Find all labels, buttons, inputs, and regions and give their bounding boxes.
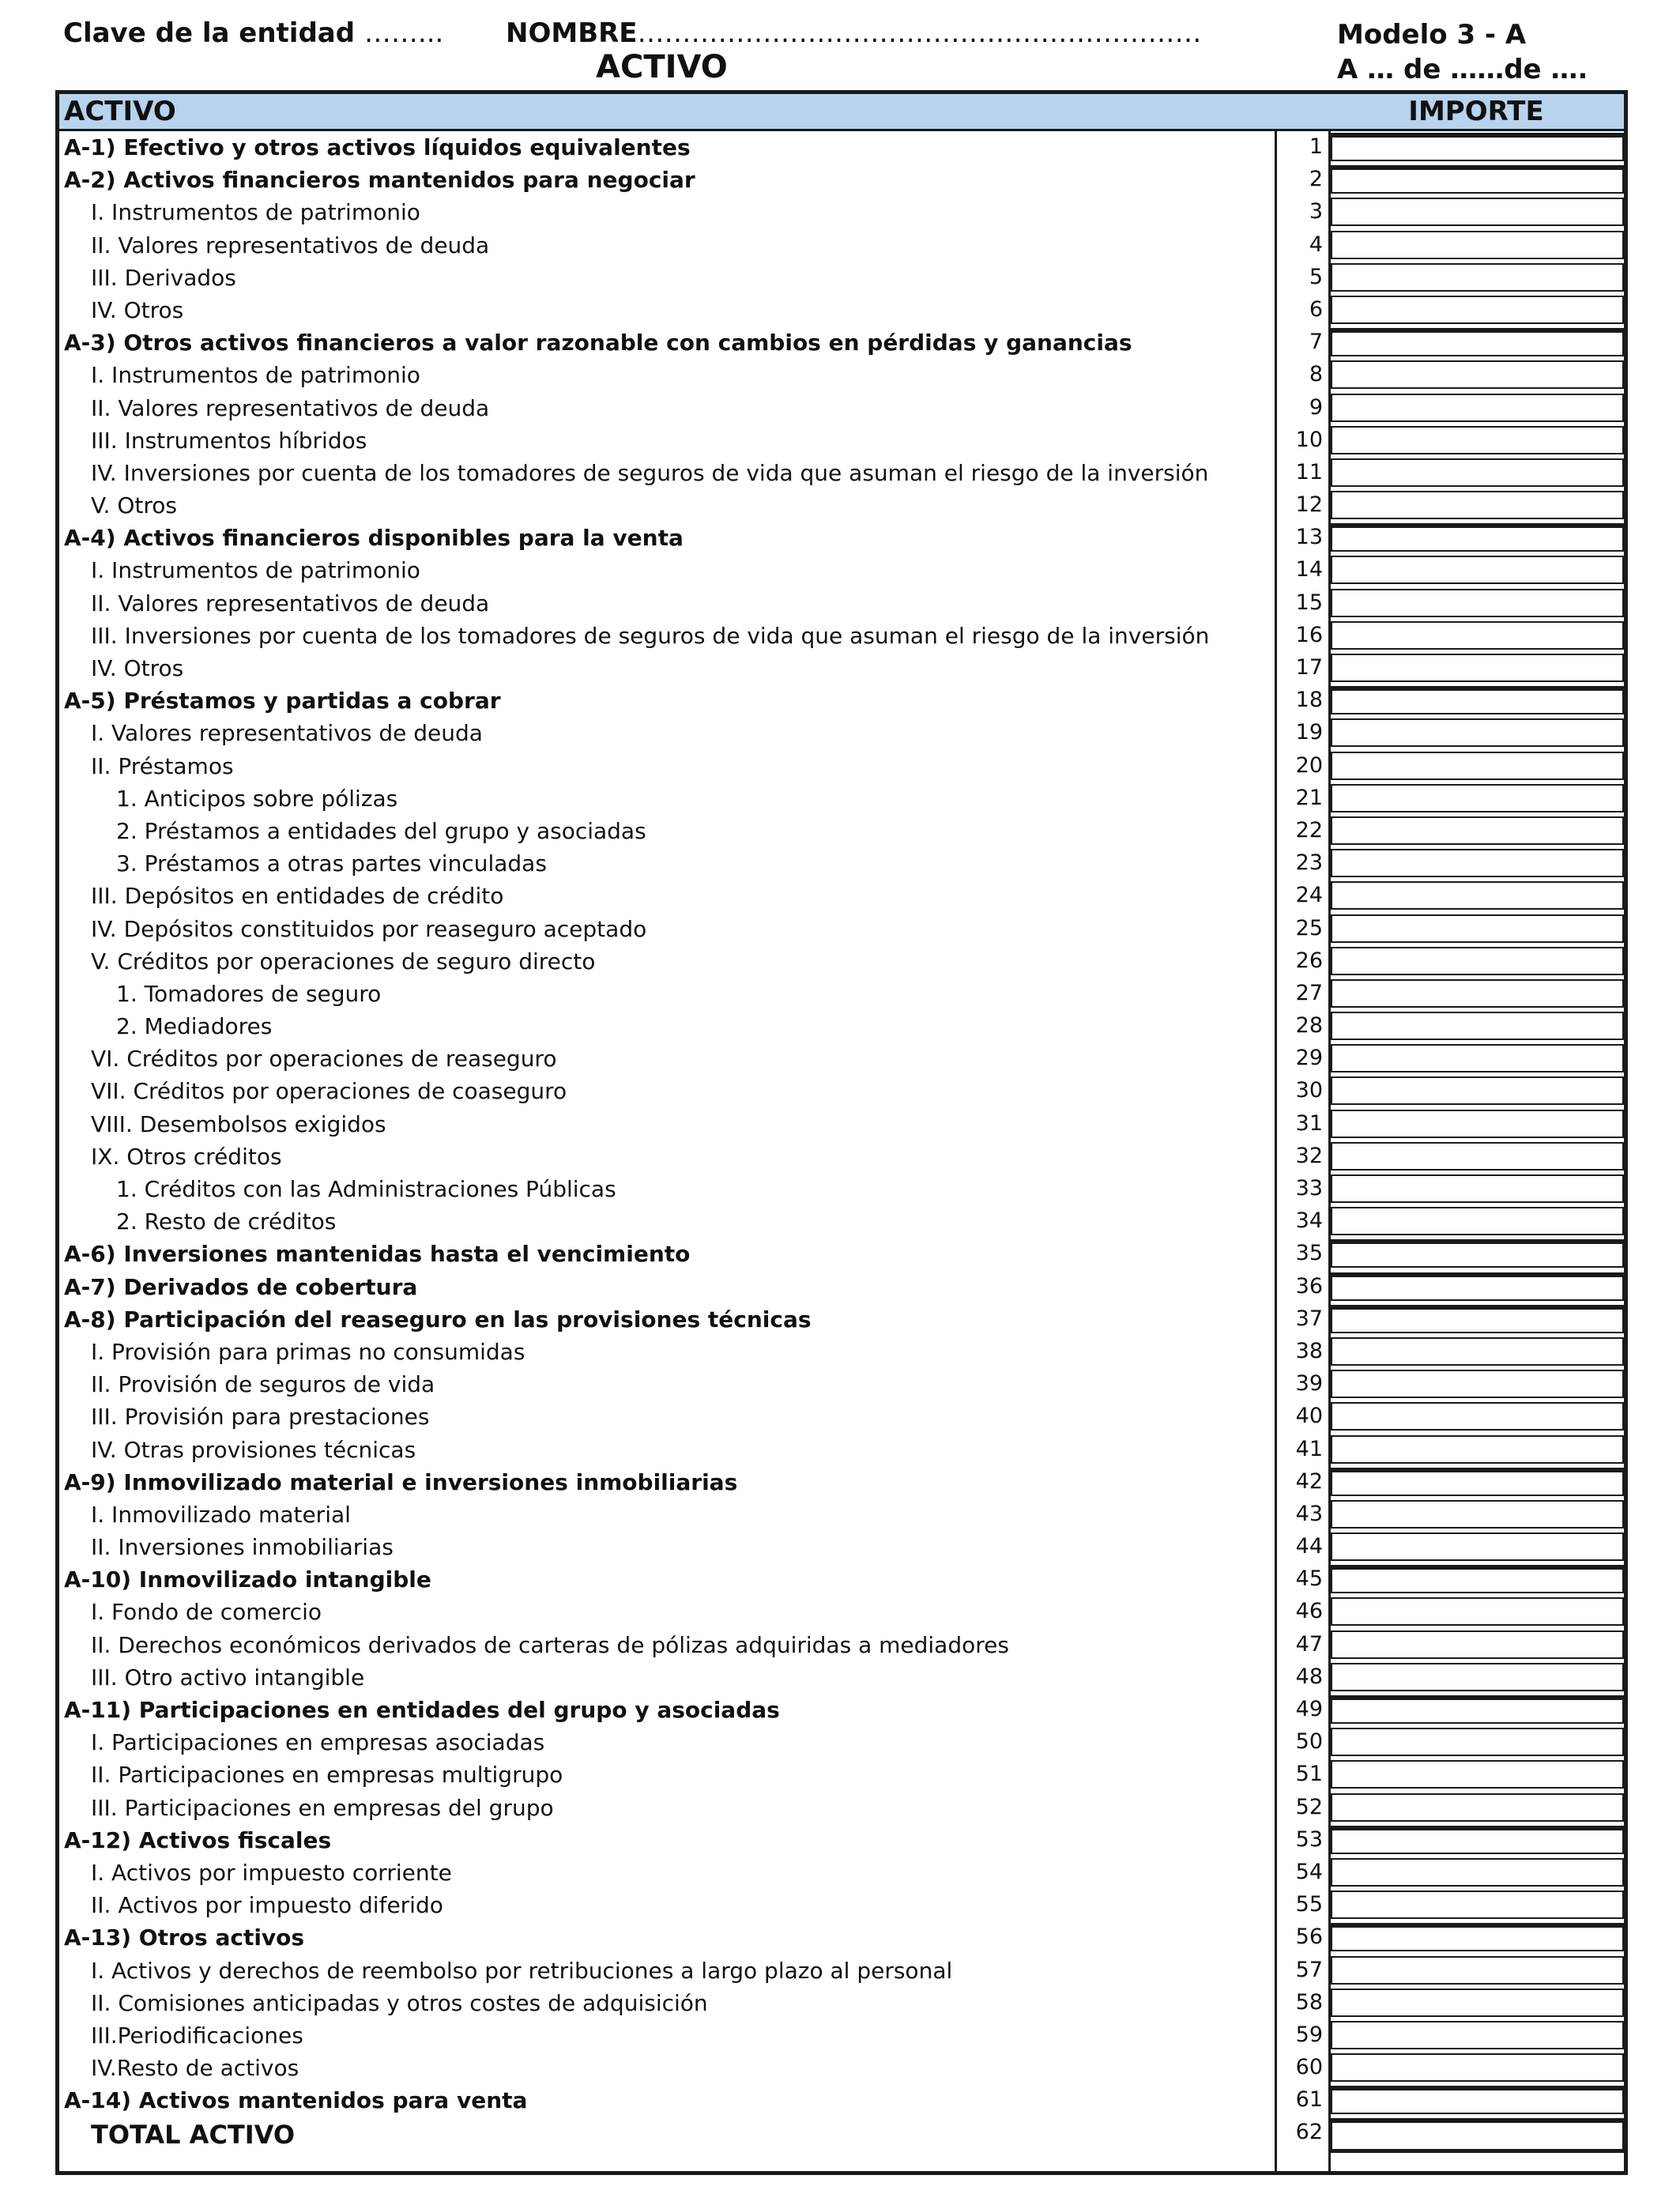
row-number: 19 [1295, 720, 1323, 745]
row-label: III. Provisión para prestaciones [91, 1404, 430, 1431]
row-label: 1. Créditos con las Administraciones Públicas [116, 1176, 616, 1202]
table-row [59, 1173, 1624, 1205]
row-label: III. Derivados [91, 264, 236, 291]
amount-input[interactable] [1331, 1728, 1624, 1756]
row-label: I. Activos por impuesto corriente [91, 1859, 452, 1886]
row-label: VII. Créditos por operaciones de coaseguro [91, 1078, 567, 1105]
row-number: 44 [1295, 1534, 1323, 1559]
row-number: 2 [1309, 167, 1323, 192]
table-row [59, 782, 1624, 815]
amount-input[interactable] [1331, 360, 1624, 389]
row-number: 23 [1295, 850, 1323, 876]
row-number: 22 [1295, 817, 1323, 843]
row-label: A-12) Activos fiscales [64, 1826, 332, 1853]
row-number: 16 [1295, 622, 1323, 647]
row-label: II. Inversiones inmobiliarias [91, 1534, 394, 1561]
amount-input[interactable] [1331, 523, 1624, 552]
amount-input[interactable] [1331, 1891, 1624, 1919]
amount-input[interactable] [1331, 1532, 1624, 1561]
row-number: 31 [1295, 1110, 1323, 1136]
row-label: A-13) Otros activos [64, 1924, 305, 1951]
amount-column-header: IMPORTE [1408, 96, 1544, 127]
amount-input[interactable] [1331, 1435, 1624, 1464]
amount-input[interactable] [1331, 1630, 1624, 1659]
table-row [59, 1042, 1624, 1075]
row-label: V. Créditos por operaciones de seguro directo [91, 948, 596, 974]
row-number: 24 [1295, 883, 1323, 908]
table-row [59, 1271, 1624, 1303]
amount-input[interactable] [1331, 1174, 1624, 1203]
row-label: II. Valores representativos de deuda [91, 232, 490, 258]
row-label: A-1) Efectivo y otros activos líquidos equivalentes [64, 134, 691, 160]
table-row [59, 587, 1624, 620]
table-row [59, 196, 1624, 228]
table-row [59, 2052, 1624, 2084]
table-row [59, 489, 1624, 522]
amount-input[interactable] [1331, 2053, 1624, 2082]
row-number: 4 [1309, 232, 1323, 257]
row-number: 6 [1309, 296, 1323, 322]
row-label: I. Participaciones en empresas asociadas [91, 1729, 545, 1756]
table-row [59, 1955, 1624, 1987]
row-label: I. Instrumentos de patrimonio [91, 557, 420, 584]
row-label: 3. Préstamos a otras partes vinculadas [116, 850, 547, 877]
amount-input[interactable] [1331, 1956, 1624, 1985]
row-number: 46 [1295, 1599, 1323, 1624]
row-number: 56 [1295, 1924, 1323, 1950]
row-number: 59 [1295, 2022, 1323, 2047]
page-title: ACTIVO [596, 49, 728, 85]
row-number: 32 [1295, 1143, 1323, 1168]
amount-input[interactable] [1331, 1305, 1624, 1333]
row-label: II. Provisión de seguros de vida [91, 1371, 435, 1398]
balance-sheet-table [55, 90, 1628, 2175]
row-number: 26 [1295, 948, 1323, 973]
row-number: 39 [1295, 1371, 1323, 1397]
row-number: 7 [1309, 330, 1323, 355]
row-label: IV.Resto de activos [91, 2055, 299, 2082]
row-number: 27 [1295, 980, 1323, 1005]
table-row [59, 620, 1624, 652]
row-label: 2. Mediadores [116, 1013, 273, 1040]
table-row [59, 392, 1624, 424]
table-row [59, 424, 1624, 457]
row-number: 18 [1295, 688, 1323, 713]
row-number: 41 [1295, 1436, 1323, 1461]
table-row [59, 684, 1624, 717]
row-number: 47 [1295, 1631, 1323, 1657]
model-number: Modelo 3 - A [1337, 19, 1527, 51]
table-row [59, 1629, 1624, 1661]
amount-input[interactable] [1331, 1793, 1624, 1822]
table-row [59, 1921, 1624, 1954]
table-row [59, 1661, 1624, 1694]
table-row [59, 880, 1624, 912]
amount-input[interactable] [1331, 816, 1624, 845]
table-row [59, 1108, 1624, 1140]
row-number: 60 [1295, 2055, 1323, 2080]
table-row [59, 717, 1624, 749]
table-row [59, 131, 1624, 164]
table-row [59, 1336, 1624, 1368]
table-row [59, 1368, 1624, 1400]
row-label: III. Participaciones en empresas del grupo [91, 1794, 554, 1821]
table-row [59, 1987, 1624, 2019]
table-row [59, 847, 1624, 880]
row-number: 17 [1295, 655, 1323, 680]
amount-input[interactable] [1331, 654, 1624, 682]
table-row [59, 2084, 1624, 2117]
table-row [59, 164, 1624, 196]
row-number: 50 [1295, 1729, 1323, 1755]
row-label: III. Depósitos en entidades de crédito [91, 883, 504, 910]
table-row [59, 1792, 1624, 1824]
row-label: II. Participaciones en empresas multigrupo [91, 1762, 563, 1789]
amount-input[interactable] [1331, 1076, 1624, 1105]
row-label: 2. Préstamos a entidades del grupo y asociadas [116, 817, 646, 844]
row-label: II. Valores representativos de deuda [91, 394, 490, 421]
row-number: 12 [1295, 492, 1323, 518]
amount-input[interactable] [1331, 752, 1624, 780]
row-number: 49 [1295, 1697, 1323, 1721]
table-row [59, 2117, 1624, 2158]
amount-input[interactable] [1331, 1044, 1624, 1072]
amount-input[interactable] [1331, 718, 1624, 747]
table-row [59, 522, 1624, 554]
row-number: 33 [1295, 1176, 1323, 1201]
row-label: I. Provisión para primas no consumidas [91, 1338, 525, 1365]
row-label: 1. Anticipos sobre pólizas [116, 785, 398, 812]
amount-input[interactable] [1331, 1012, 1624, 1040]
row-label: A-7) Derivados de cobertura [64, 1273, 418, 1300]
row-label: III. Instrumentos híbridos [91, 427, 367, 454]
table-row [59, 294, 1624, 326]
row-number: 35 [1295, 1241, 1323, 1266]
amount-input[interactable] [1331, 1468, 1624, 1496]
row-number: 13 [1295, 525, 1323, 550]
amount-input[interactable] [1331, 1826, 1624, 1854]
row-label: III. Otro activo intangible [91, 1664, 365, 1691]
row-number: 5 [1309, 264, 1323, 289]
amount-input[interactable] [1331, 881, 1624, 910]
table-row [59, 1824, 1624, 1857]
row-number: 28 [1295, 1013, 1323, 1039]
amount-input[interactable] [1331, 426, 1624, 454]
row-label: TOTAL ACTIVO [91, 2120, 296, 2151]
row-label: I. Fondo de comercio [91, 1599, 322, 1626]
entity-code-label: Clave de la entidad ……... [63, 17, 444, 49]
row-number: 30 [1295, 1078, 1323, 1103]
amount-input[interactable] [1331, 1110, 1624, 1138]
row-label: A-10) Inmovilizado intangible [64, 1566, 431, 1593]
table-row [59, 1694, 1624, 1726]
amount-input[interactable] [1331, 328, 1624, 356]
row-number: 53 [1295, 1826, 1323, 1852]
row-label: IV. Otros [91, 655, 184, 681]
row-number: 8 [1309, 362, 1323, 387]
row-number: 54 [1295, 1859, 1323, 1884]
amount-input[interactable] [1331, 458, 1624, 487]
amount-input[interactable] [1331, 1239, 1624, 1268]
table-row [59, 945, 1624, 978]
row-number: 1 [1309, 134, 1323, 159]
row-number: 10 [1295, 427, 1323, 452]
entity-code-field[interactable]: ……... [363, 17, 444, 49]
row-number: 37 [1295, 1306, 1323, 1331]
row-label: II. Préstamos [91, 752, 234, 779]
row-label: II. Activos por impuesto diferido [91, 1892, 443, 1919]
row-number: 43 [1295, 1501, 1323, 1526]
row-number: 62 [1295, 2120, 1323, 2145]
row-label: IX. Otros créditos [91, 1143, 282, 1170]
amount-input[interactable] [1331, 165, 1624, 194]
table-row [59, 1596, 1624, 1628]
table-row [59, 652, 1624, 684]
row-number: 34 [1295, 1208, 1323, 1234]
amount-input[interactable] [1331, 1597, 1624, 1626]
table-row [59, 1759, 1624, 1791]
amount-input[interactable] [1331, 589, 1624, 617]
row-number: 36 [1295, 1273, 1323, 1299]
concept-column-header: ACTIVO [64, 96, 176, 127]
amount-input[interactable] [1331, 1337, 1624, 1366]
row-label: I. Activos y derechos de reembolso por retribuciones a largo plazo al personal [91, 1957, 953, 1984]
table-row [59, 1726, 1624, 1759]
row-number: 42 [1295, 1468, 1323, 1494]
table-row [59, 1140, 1624, 1173]
amount-input[interactable] [1331, 2021, 1624, 2049]
table-row [59, 1563, 1624, 1596]
row-number: 14 [1295, 557, 1323, 582]
amount-input[interactable] [1331, 1565, 1624, 1593]
amount-input[interactable] [1331, 1989, 1624, 2017]
amount-input[interactable] [1331, 1695, 1624, 1724]
amount-input[interactable] [1331, 1923, 1624, 1951]
table-row [59, 750, 1624, 782]
amount-input[interactable] [1331, 686, 1624, 714]
table-rows [59, 131, 1624, 2158]
row-number: 20 [1295, 752, 1323, 778]
row-label: III.Periodificaciones [91, 2022, 303, 2049]
row-number: 48 [1295, 1664, 1323, 1689]
amount-input[interactable] [1331, 947, 1624, 975]
row-number: 40 [1295, 1404, 1323, 1429]
table-row [59, 1434, 1624, 1466]
row-number: 58 [1295, 1989, 1323, 2015]
table-row [59, 1531, 1624, 1563]
row-label: IV. Depósitos constituidos por reaseguro aceptado [91, 915, 647, 942]
table-row [59, 229, 1624, 262]
table-row [59, 1400, 1624, 1433]
row-label: I. Valores representativos de deuda [91, 720, 483, 747]
row-label: A-14) Activos mantenidos para venta [64, 2087, 528, 2114]
row-number: 55 [1295, 1892, 1323, 1917]
amount-input[interactable] [1331, 1402, 1624, 1431]
row-number: 3 [1309, 199, 1323, 224]
row-number: 25 [1295, 915, 1323, 941]
amount-input[interactable] [1331, 849, 1624, 877]
amount-input[interactable] [1331, 914, 1624, 943]
table-row [59, 815, 1624, 847]
amount-input[interactable] [1331, 231, 1624, 259]
table-row [59, 1303, 1624, 1336]
amount-input[interactable] [1331, 1500, 1624, 1529]
row-label: A-2) Activos financieros mantenidos para negociar [64, 167, 695, 194]
table-row [59, 359, 1624, 391]
table-row [59, 554, 1624, 586]
amount-input[interactable] [1331, 1760, 1624, 1789]
entity-name-field[interactable]: ……………………………………………………… [637, 17, 1202, 49]
amount-input[interactable] [1331, 1142, 1624, 1171]
row-label: IV. Otras provisiones técnicas [91, 1436, 416, 1463]
row-label: III. Inversiones por cuenta de los tomadores de seguros de vida que asuman el riesgo de la inversión [91, 622, 1210, 649]
row-label: A-4) Activos financieros disponibles para la venta [64, 525, 684, 552]
amount-input[interactable] [1331, 1663, 1624, 1691]
row-label: I. Inmovilizado material [91, 1501, 351, 1528]
row-number: 38 [1295, 1338, 1323, 1363]
row-label: A-11) Participaciones en entidades del grupo y asociadas [64, 1697, 780, 1723]
row-label: II. Derechos económicos derivados de carteras de pólizas adquiridas a mediadores [91, 1631, 1009, 1658]
amount-input[interactable] [1331, 1272, 1624, 1301]
table-row [59, 262, 1624, 294]
row-label: A-3) Otros activos financieros a valor razonable con cambios en pérdidas y ganancias [64, 330, 1132, 356]
amount-input[interactable] [1331, 1370, 1624, 1398]
table-row [59, 326, 1624, 359]
row-number: 15 [1295, 590, 1323, 615]
amount-input[interactable] [1331, 491, 1624, 519]
table-row [59, 1889, 1624, 1921]
table-row [59, 1010, 1624, 1042]
table-row [59, 978, 1624, 1010]
amount-input[interactable] [1331, 2086, 1624, 2114]
row-label: VI. Créditos por operaciones de reaseguro [91, 1046, 557, 1072]
amount-input[interactable] [1331, 394, 1624, 422]
table-row [59, 2019, 1624, 2052]
row-number: 21 [1295, 785, 1323, 810]
amount-input[interactable] [1331, 784, 1624, 812]
amount-input[interactable] [1331, 1207, 1624, 1235]
table-row [59, 1857, 1624, 1889]
row-label: II. Comisiones anticipadas y otros costes de adquisición [91, 1989, 708, 2016]
row-number: 11 [1295, 459, 1323, 484]
entity-name-label: NOMBRE……………………………………………………… [506, 17, 1202, 49]
row-number: 9 [1309, 394, 1323, 420]
row-number: 29 [1295, 1046, 1323, 1071]
table-row [59, 913, 1624, 945]
amount-input[interactable] [1331, 263, 1624, 292]
table-row [59, 1466, 1624, 1498]
amount-input[interactable] [1331, 2118, 1624, 2153]
row-label: A-8) Participación del reaseguro en las provisiones técnicas [64, 1306, 812, 1333]
table-row [59, 1075, 1624, 1107]
table-row [59, 457, 1624, 489]
amount-input[interactable] [1331, 198, 1624, 226]
row-label: VIII. Desembolsos exigidos [91, 1110, 386, 1137]
row-number: 52 [1295, 1794, 1323, 1819]
row-label: I. Instrumentos de patrimonio [91, 362, 420, 389]
amount-input[interactable] [1331, 556, 1624, 584]
row-label: A-9) Inmovilizado material e inversiones inmobiliarias [64, 1468, 738, 1495]
row-label: IV. Inversiones por cuenta de los tomadores de seguros de vida que asuman el riesgo de la inversión [91, 459, 1209, 486]
date-field[interactable]: A … de ……de …. [1337, 54, 1588, 85]
amount-input[interactable] [1331, 979, 1624, 1008]
table-header [59, 94, 1624, 131]
row-label: IV. Otros [91, 296, 184, 323]
row-number: 45 [1295, 1566, 1323, 1592]
amount-input[interactable] [1331, 296, 1624, 324]
amount-input[interactable] [1331, 133, 1624, 161]
row-number: 51 [1295, 1762, 1323, 1787]
row-label: II. Valores representativos de deuda [91, 590, 490, 616]
row-label: V. Otros [91, 492, 177, 519]
table-row [59, 1205, 1624, 1238]
row-label: A-6) Inversiones mantenidas hasta el vencimiento [64, 1241, 691, 1268]
amount-input[interactable] [1331, 621, 1624, 650]
row-label: A-5) Préstamos y partidas a cobrar [64, 688, 501, 714]
table-row [59, 1238, 1624, 1270]
row-label: 1. Tomadores de seguro [116, 980, 382, 1007]
row-label: 2. Resto de créditos [116, 1208, 337, 1235]
row-label: I. Instrumentos de patrimonio [91, 199, 420, 226]
row-number: 57 [1295, 1957, 1323, 1982]
table-row [59, 1498, 1624, 1531]
amount-input[interactable] [1331, 1858, 1624, 1887]
row-number: 61 [1295, 2087, 1323, 2113]
